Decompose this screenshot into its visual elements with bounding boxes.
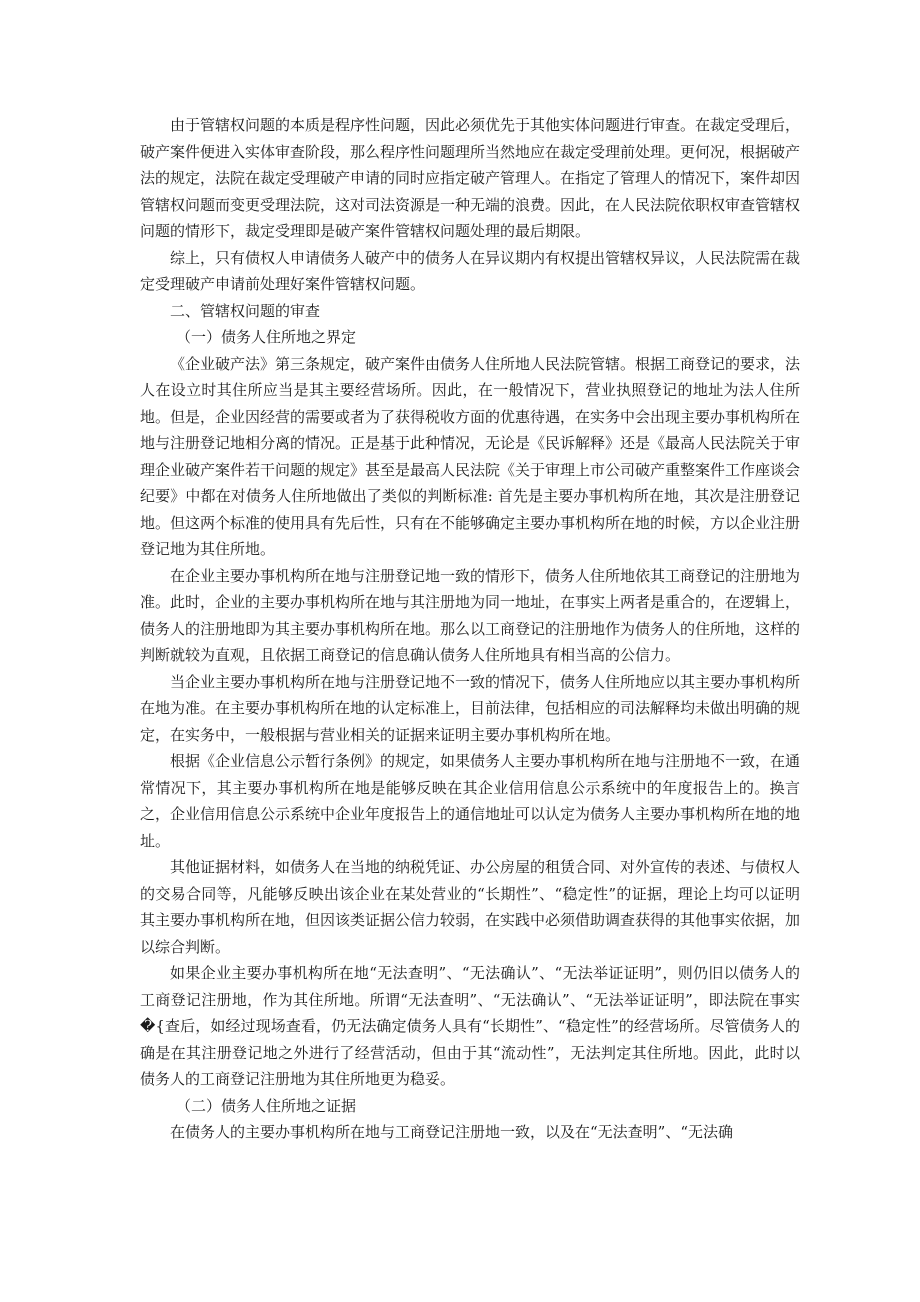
paragraph: 在债务人的主要办事机构所在地与工商登记注册地一致，以及在“无法查明”、“无法确 [170, 1123, 734, 1141]
document-body [140, 112, 800, 1146]
paragraph: 在企业主要办事机构所在地与注册登记地一致的情形下，债务人住所地依其工商登记的注册地为准。此时，企业的主要办事机构所在地与其注册地为同一地址，在事实上两者是重合的，在逻辑上，债务人的注册地即为其主要办事机构所在地。那么以工商登记的注册地作为债务人的住所地，这样的判断就较为直观，且依据工商登记的信息确认债务人住所地具有相当高的公信力。 [140, 566, 801, 664]
paragraph: 由于管辖权问题的本质是程序性问题，因此必须优先于其他实体问题进行审查。在裁定受理后，破产案件便进入实体审查阶段，那么程序性问题理所当然地应在裁定受理前处理。更何况，根据破产法的规定，法院在裁定受理破产申请的同时应指定破产管理人。在指定了管理人的情况下，案件却因管辖权问题而变更受理法院，这对司法资源是一种无端的浪费。因此，在人民法院依职权审查管辖权问题的情形下，裁定受理即是破产案件管辖权问题处理的最后期限。 [140, 116, 801, 240]
paragraph: 《企业破产法》第三条规定，破产案件由债务人住所地人民法院管辖。根据工商登记的要求，法人在设立时其住所应当是其主要经营场所。因此，在一般情况下，营业执照登记的地址为法人住所地。但是，企业因经营的需要或者为了获得税收方面的优惠待遇，在实务中会出现主要办事机构所在地与注册登记地相分离的情况。正是基于此种情况，无论是《民诉解释》还是《最高人民法院关于审理企业破产案件若干问题的规定》甚至是最高人民法院《关于审理上市公司破产重整案件工作座谈会纪要》中都在对债务人住所地做出了类似的判断标准: 首先是主要办事机构所在地，其次是注册登记地。但这两个标准的使用具有先后性，只有在不能够确定主要办事机构所在地的时候，方以企业注册登记地为其住所地。 [140, 354, 801, 558]
paragraph: 综上，只有债权人申请债务人破产中的债务人在异议期内有权提出管辖权异议，人民法院需在裁定受理破产申请前处理好案件管辖权问题。 [140, 248, 801, 293]
subsection-heading: （一）债务人住所地之界定 [176, 328, 357, 346]
subsection-heading: （二）债务人住所地之证据 [176, 1096, 357, 1115]
paragraph: 当企业主要办事机构所在地与注册登记地不一致的情况下，债务人住所地应以其主要办事机构所在地为准。在主要办事机构所在地的认定标准上，目前法律，包括相应的司法解释均未做出明确的规定，在实务中，一般根据与营业相关的证据来证明主要办事机构所在地。 [140, 672, 801, 744]
paragraph: 如果企业主要办事机构所在地“无法查明”、“无法确认”、“无法举证证明”，则仍旧以债务人的工商登记注册地，作为其住所地。所谓“无法查明”、“无法确认”、“无法举证证明”，即法院在事实�{查后，如经过现场查看，仍无法确定债务人具有“长期性”、“稳定性”的经营场所。尽管债务人的确是在其注册登记地之外进行了经营活动，但由于其“流动性”，无法判定其住所地。因此，此时以债务人的工商登记注册地为其住所地更为稳妥。 [140, 964, 800, 1088]
paragraph: 其他证据材料，如债务人在当地的纳税凭证、办公房屋的租赁合同、对外宣传的表述、与债权人的交易合同等，凡能够反映出该企业在某处营业的“长期性”、“稳定性”的证据，理论上均可以证明其主要办事机构所在地，但因该类证据公信力较弱，在实践中必须借助调查获得的其他事实依据，加以综合判断。 [140, 858, 801, 956]
section-heading: 二、管辖权问题的审查 [170, 301, 321, 320]
paragraph: 根据《企业信息公示暂行条例》的规定，如果债务人主要办事机构所在地与注册地不一致，在通常情况下，其主要办事机构所在地是能够反映在其企业信用信息公示系统中的年度报告上的。换言之，企业信用信息公示系统中企业年度报告上的通信地址可以认定为债务人主要办事机构所在地的地址。 [140, 752, 801, 850]
